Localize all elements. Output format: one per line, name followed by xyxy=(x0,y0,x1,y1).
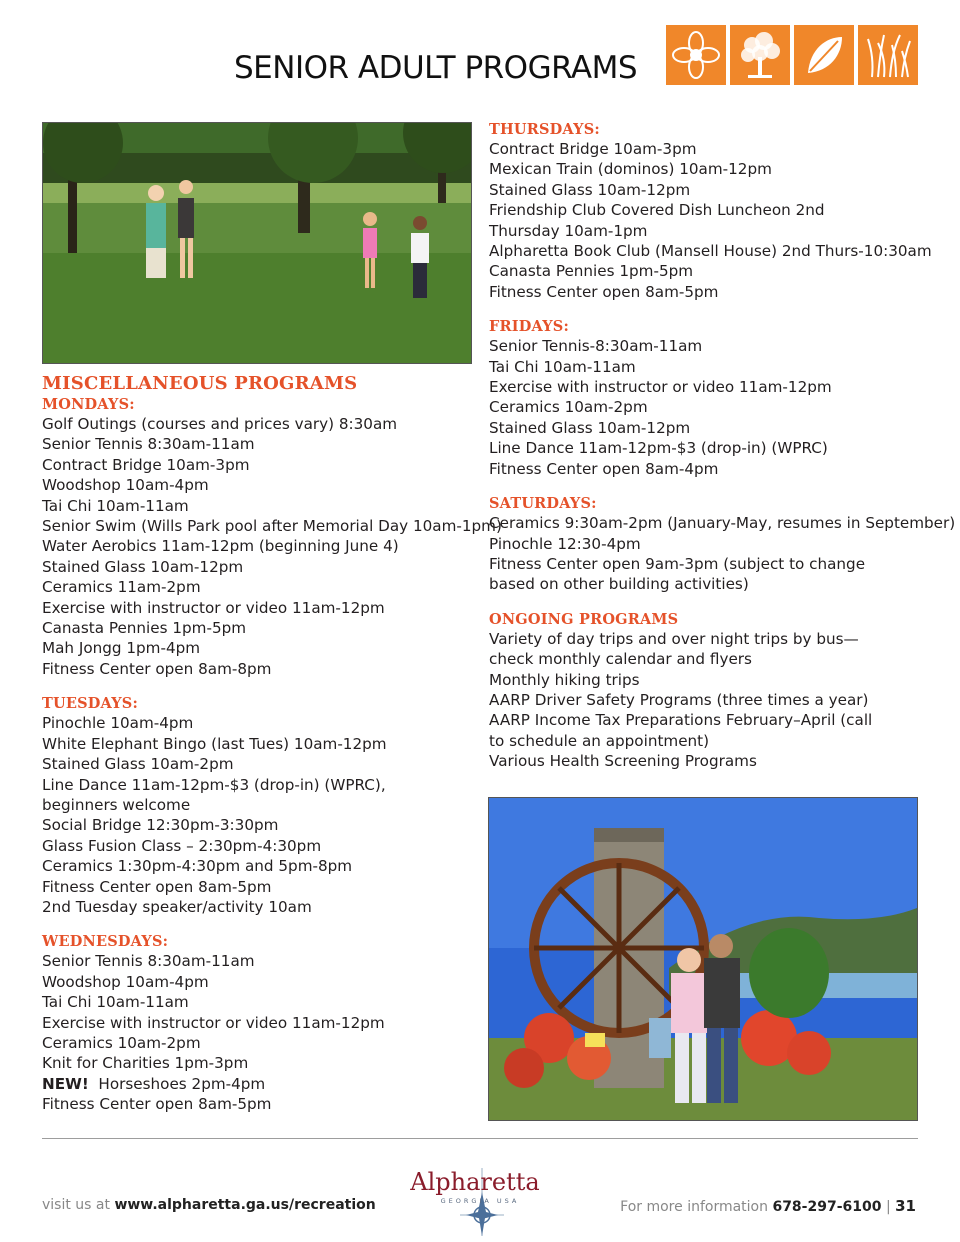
header-icon-strip xyxy=(666,25,918,85)
list-item: Pinochle 10am-4pm xyxy=(42,714,194,733)
new-item-text: Horseshoes 2pm-4pm xyxy=(98,1074,266,1093)
mondays-heading: MONDAYS: xyxy=(42,396,135,413)
flower-icon xyxy=(666,25,726,85)
list-item: Alpharetta Book Club (Mansell House) 2nd Thurs-10:30am xyxy=(489,242,932,261)
ongoing-section xyxy=(489,610,919,772)
saturdays-heading: SATURDAYS: xyxy=(489,495,597,513)
leaf-icon xyxy=(794,25,854,85)
list-item: Stained Glass 10am-12pm xyxy=(489,418,691,437)
website-link[interactable]: www.alpharetta.ga.us/recreation xyxy=(114,1197,376,1213)
footer-visit xyxy=(42,1197,376,1213)
list-item: Stained Glass 10am-12pm xyxy=(489,180,691,199)
list-item: Senior Tennis 8:30am-11am xyxy=(42,435,255,454)
list-item: Tai Chi 10am-11am xyxy=(42,496,189,515)
list-item: Canasta Pennies 1pm-5pm xyxy=(42,619,247,638)
list-item: Line Dance 11am-12pm-$3 (drop-in) (WPRC), beginners welcome xyxy=(42,775,386,814)
list-item: Canasta Pennies 1pm-5pm xyxy=(489,262,694,281)
tuesdays-section xyxy=(42,694,472,917)
mondays-section xyxy=(42,395,502,679)
list-item: Line Dance 11am-12pm-$3 (drop-in) (WPRC) xyxy=(489,439,828,458)
grass-icon xyxy=(858,25,918,85)
list-item: Ceramics 10am-2pm xyxy=(42,1033,201,1052)
list-item: Ceramics 9:30am-2pm (January-May, resumes in September) xyxy=(489,514,956,533)
wednesdays-section xyxy=(42,932,472,1114)
ongoing-heading: ONGOING PROGRAMS xyxy=(489,610,679,628)
left-column xyxy=(42,373,502,1130)
new-badge: NEW! xyxy=(42,1074,89,1093)
list-item: Fitness Center open 8am-5pm xyxy=(489,282,719,301)
saturdays-section xyxy=(489,494,956,595)
list-item: Ceramics 1:30pm-4:30pm and 5pm-8pm xyxy=(42,857,353,876)
thursdays-heading: THURSDAYS: xyxy=(489,121,600,138)
info-prefix: For more information xyxy=(620,1199,768,1215)
list-item xyxy=(42,1074,472,1094)
page-number: 31 xyxy=(895,1197,916,1215)
list-item: Exercise with instructor or video 11am-12pm xyxy=(42,1013,385,1032)
list-item: Stained Glass 10am-12pm xyxy=(42,557,244,576)
list-item: Glass Fusion Class – 2:30pm-4:30pm xyxy=(42,836,322,855)
list-item: Contract Bridge 10am-3pm xyxy=(42,455,250,474)
fridays-heading: FRIDAYS: xyxy=(489,318,570,336)
visit-prefix: visit us at xyxy=(42,1197,110,1213)
list-item: Stained Glass 10am-2pm xyxy=(42,755,234,774)
footer-divider xyxy=(42,1138,918,1139)
list-item: Fitness Center open 9am-3pm (subject to change based on other building activities) xyxy=(489,554,866,594)
list-item: Water Aerobics 11am-12pm (beginning June 4) xyxy=(42,537,399,556)
fridays-section xyxy=(489,317,919,479)
list-item: Monthly hiking trips xyxy=(489,670,640,689)
list-item: Exercise with instructor or video 11am-12pm xyxy=(489,378,832,397)
list-item: Woodshop 10am-4pm xyxy=(42,972,209,991)
right-column xyxy=(489,120,956,787)
list-item: Tai Chi 10am-11am xyxy=(489,357,636,376)
list-item: Fitness Center open 8am-8pm xyxy=(42,659,272,678)
list-item: Fitness Center open 8am-5pm xyxy=(42,1095,272,1114)
list-item: Senior Tennis-8:30am-11am xyxy=(489,337,703,356)
list-item: AARP Income Tax Preparations February–April (call to schedule an appointment) xyxy=(489,711,873,750)
logo-subtitle: GEORGIA USA xyxy=(440,1197,520,1205)
list-item: Fitness Center open 8am-4pm xyxy=(489,459,719,478)
list-item: Golf Outings (courses and prices vary) 8:30am xyxy=(42,415,398,433)
list-item: Social Bridge 12:30pm-3:30pm xyxy=(42,816,279,835)
list-item: Friendship Club Covered Dish Luncheon 2nd Thursday 10am-1pm xyxy=(489,201,825,240)
list-item: 2nd Tuesday speaker/activity 10am xyxy=(42,897,312,916)
list-item: Various Health Screening Programs xyxy=(489,752,757,771)
list-item: White Elephant Bingo (last Tues) 10am-12pm xyxy=(42,734,387,753)
park-activity-photo xyxy=(42,122,472,364)
wednesdays-heading: WEDNESDAYS: xyxy=(42,933,169,951)
thursdays-section xyxy=(489,120,932,302)
misc-programs-heading: MISCELLANEOUS PROGRAMS xyxy=(42,373,358,394)
water-wheel-trip-photo xyxy=(488,797,918,1121)
tuesdays-heading: TUESDAYS: xyxy=(42,695,139,713)
list-item: Ceramics 11am-2pm xyxy=(42,578,201,597)
list-item: Knit for Charities 1pm-3pm xyxy=(42,1054,249,1073)
list-item: Tai Chi 10am-11am xyxy=(42,993,189,1012)
list-item: Variety of day trips and over night trips by bus—check monthly calendar and flyers xyxy=(489,629,859,669)
list-item: Woodshop 10am-4pm xyxy=(42,476,209,495)
list-item: Fitness Center open 8am-5pm xyxy=(42,877,272,896)
list-item: Senior Swim (Wills Park pool after Memorial Day 10am-1pm) xyxy=(42,517,502,536)
phone-number: 678-297-6100 xyxy=(772,1199,882,1215)
page-title: SENIOR ADULT PROGRAMS xyxy=(234,50,638,86)
tree-icon xyxy=(730,25,790,85)
list-item: Contract Bridge 10am-3pm xyxy=(489,140,697,158)
footer-contact: For more information 678-297-6100 | 31 xyxy=(620,1197,916,1215)
list-item: Ceramics 10am-2pm xyxy=(489,398,648,417)
list-item: Exercise with instructor or video 11am-12pm xyxy=(42,598,385,617)
list-item: Mah Jongg 1pm-4pm xyxy=(42,639,201,658)
list-item: Mexican Train (dominos) 10am-12pm xyxy=(489,160,772,179)
list-item: Senior Tennis 8:30am-11am xyxy=(42,952,255,971)
logo-wordmark: Alpharetta xyxy=(410,1168,540,1196)
list-item: Pinochle 12:30-4pm xyxy=(489,534,641,553)
alpharetta-logo xyxy=(410,1160,540,1238)
list-item: AARP Driver Safety Programs (three times a year) xyxy=(489,690,869,709)
